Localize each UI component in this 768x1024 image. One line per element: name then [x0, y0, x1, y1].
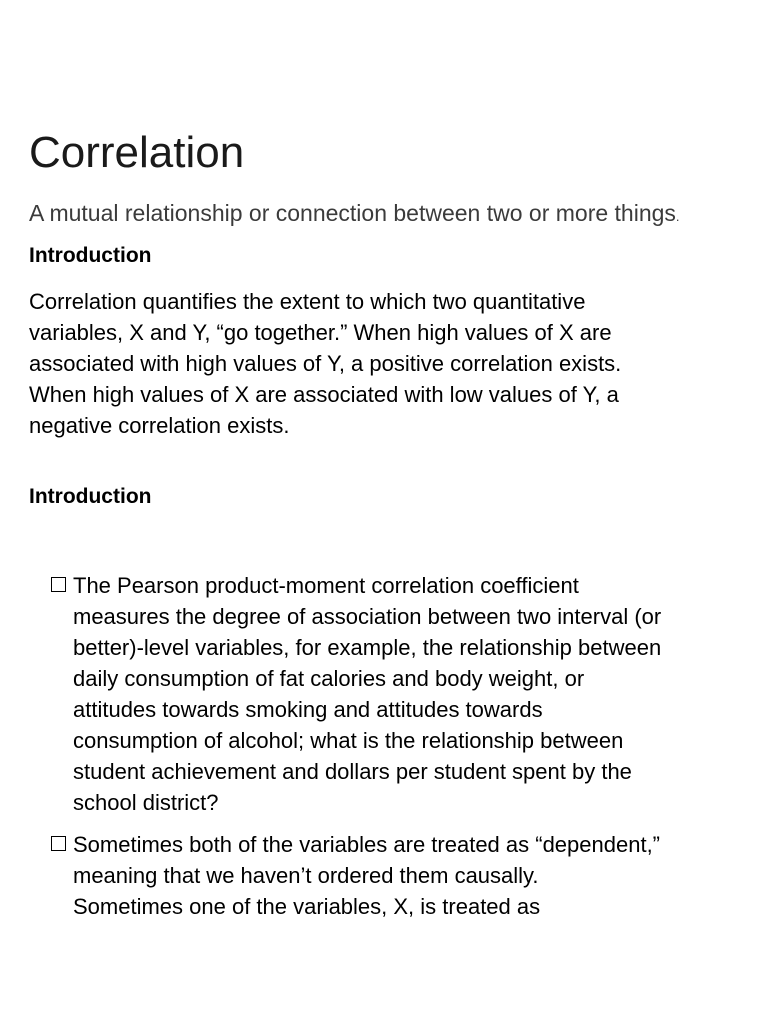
introduction-paragraph	[29, 286, 749, 441]
paragraph-line: negative correlation exists.	[29, 413, 290, 438]
bullet-line: Sometimes one of the variables, X, is treated as	[73, 894, 541, 919]
bullet-line: daily consumption of fat calories and body weight, or	[73, 666, 585, 691]
definition-text	[29, 199, 680, 231]
bullet-item-dependent	[51, 829, 751, 922]
bullet-line: meaning that we haven’t ordered them causally.	[73, 863, 539, 888]
bullet-item-pearson	[51, 570, 751, 818]
definition-text-main: A mutual relationship or connection between two or more things	[29, 200, 676, 226]
page-title: Correlation	[29, 128, 245, 177]
paragraph-line: When high values of X are associated with low values of Y, a	[29, 382, 619, 407]
section-heading-introduction: Introduction	[29, 244, 152, 267]
paragraph-line: associated with high values of Y, a positive correlation exists.	[29, 351, 622, 376]
bullet-line: consumption of alcohol; what is the relationship between	[73, 728, 624, 753]
paragraph-line: variables, X and Y, “go together.” When high values of X are	[29, 320, 612, 345]
bullet-line: Sometimes both of the variables are treated as “dependent,”	[73, 832, 661, 857]
paragraph-line: Correlation quantifies the extent to which two quantitative	[29, 289, 586, 314]
bullet-line: student achievement and dollars per student spent by the	[73, 759, 632, 784]
bullet-line: attitudes towards smoking and attitudes towards	[73, 697, 543, 722]
section-heading-introduction-2: Introduction	[29, 485, 152, 508]
bullet-line: school district?	[73, 790, 219, 815]
bullet-line: measures the degree of association between two interval (or	[73, 604, 662, 629]
definition-text-period: .	[675, 209, 680, 224]
bullet-line: better)-level variables, for example, the relationship between	[73, 635, 662, 660]
bullet-line: The Pearson product-moment correlation coefficient	[73, 573, 579, 598]
square-bullet-icon	[51, 577, 66, 592]
square-bullet-icon	[51, 836, 66, 851]
